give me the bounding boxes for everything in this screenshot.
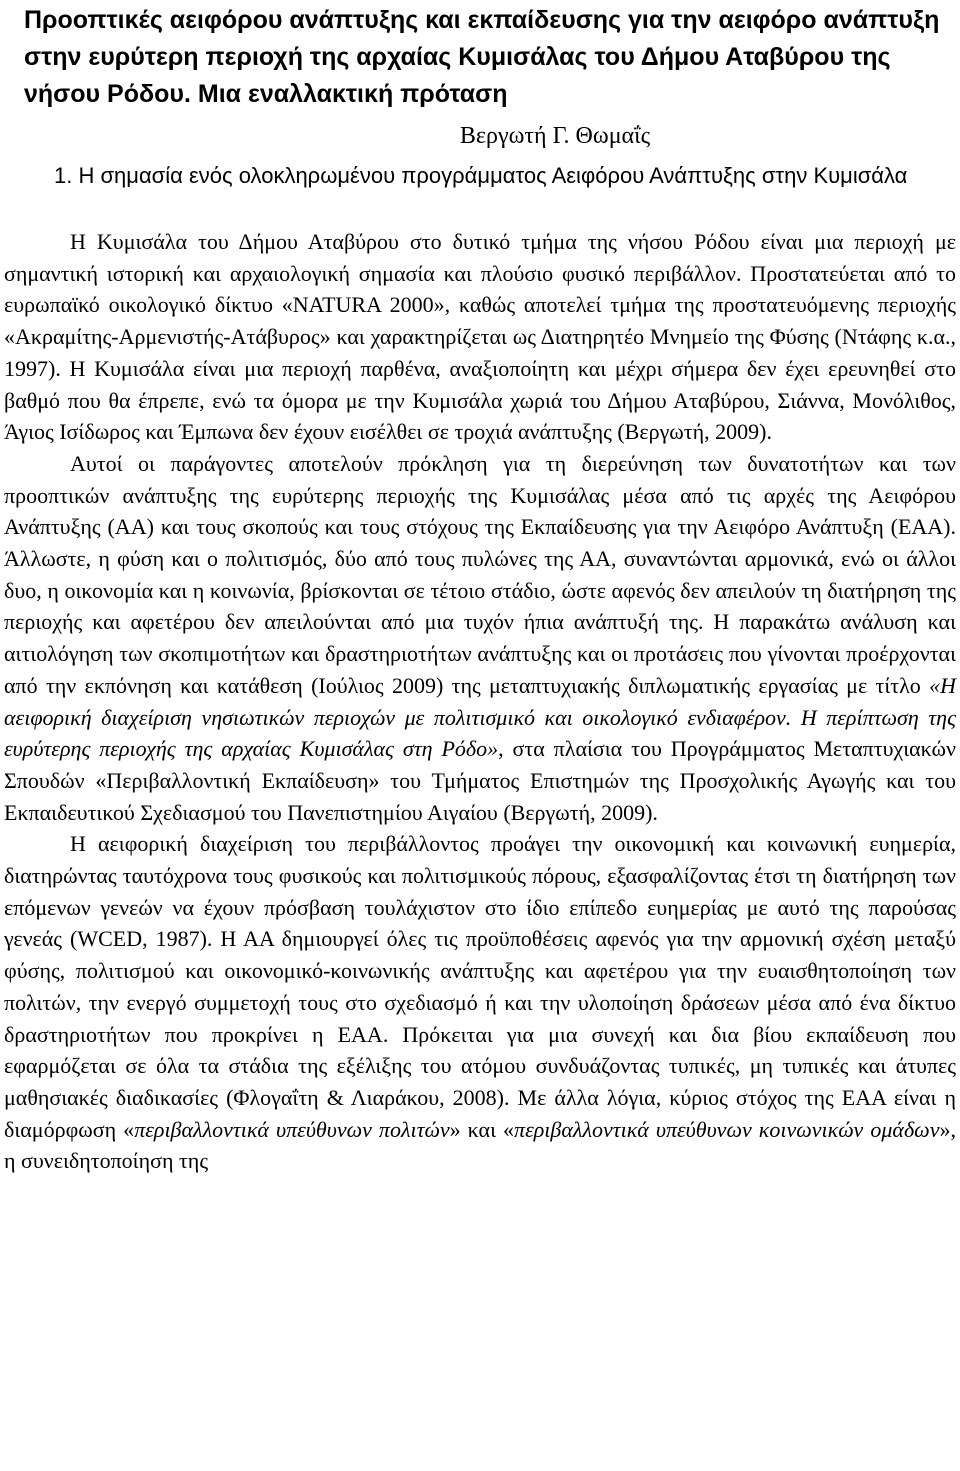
paragraph-3 bbox=[4, 828, 956, 1177]
italic-phrase-2: περιβαλλοντικά υπεύθυνων κοινωνικών ομάδων bbox=[514, 1116, 940, 1142]
paragraph-2-text-end: , στα πλαίσια του Προγράμματος Μεταπτυχιακών Σπουδών «Περιβαλλοντική Εκπαίδευση» του Τμήματος Επιστημών της Προσχολικής Αγωγής και του Εκπαιδευτικού Σχεδιασμού του Πανεπιστημίου Αιγαίου (Βεργωτή, 2009). bbox=[4, 736, 956, 825]
section-heading: 1. Η σημασία ενός ολοκληρωμένου προγράμματος Αειφόρου Ανάπτυξης στην Κυμισάλα bbox=[54, 163, 908, 188]
paragraph-2 bbox=[4, 448, 956, 828]
paragraph-2-text-start: Αυτοί οι παράγοντες αποτελούν πρόκληση για τη διερεύνηση των δυνατοτήτων και των προοπτικών ανάπτυξης της ευρύτερης περιοχής της Κυμισάλας μέσα από τις αρχές της Αειφόρου Ανάπτυξης (ΑΑ) και τους σκοπούς και τους στόχους της Εκπαίδευσης για την Αειφόρο Ανάπτυξη (ΕΑΑ). Άλλωστε, η φύση και ο πολιτισμός, δύο από τους πυλώνες της ΑΑ, συναντώνται αρμονικά, ενώ οι άλλοι δυο, η οικονομία και η κοινωνία, βρίσκονται σε τέτοιο στάδιο, ώστε αφενός δεν απειλούν τη διατήρηση της περιοχής και αφετέρου δεν απειλούνται από μια τυχόν ήπια ανάπτυξή της. Η παρακάτω ανάλυση και αιτιολόγηση των σκοπιμοτήτων και δραστηριοτήτων ανάπτυξης και οι προτάσεις που γίνονται προέρχονται από την εκπόνηση και κατάθεση (Ιούλιος 2009) της μεταπτυχιακής διπλωματικής εργασίας με τίτλο bbox=[4, 450, 956, 698]
author-name: Βεργωτή Γ. Θωμαΐς bbox=[459, 123, 651, 149]
paragraph-3-text-middle: » και « bbox=[449, 1116, 515, 1142]
thesis-title-italic: «Η αειφορική διαχείριση νησιωτικών περιοχών με πολιτισμικό και οικολογικό ενδιαφέρον. Η περίπτωση της ευρύτερης περιοχής της αρχαίας Κυμισάλας στη Ρόδο» bbox=[4, 672, 956, 762]
page-content bbox=[4, 0, 956, 1177]
paper-title: Προοπτικές αειφόρου ανάπτυξης και εκπαίδευσης για την αειφόρο ανάπτυξη στην ευρύτερη περιοχή της αρχαίας Κυμισάλας του Δήμου Αταβύρου της νήσου Ρόδου. Μια εναλλακτική πρόταση bbox=[24, 6, 940, 108]
paragraph-1: Η Κυμισάλα του Δήμου Αταβύρου στο δυτικό τμήμα της νήσου Ρόδου είναι μια περιοχή με σημαντική ιστορική και αρχαιολογική σημασία και πλούσιο φυσικό περιβάλλον. Προστατεύεται από το ευρωπαϊκό οικολογικό δίκτυο «NATURA 2000», καθώς αποτελεί τμήμα της προστατευόμενης περιοχής «Ακραμίτης-Αρμενιστής-Ατάβυρος» και χαρακτηρίζεται ως Διατηρητέο Μνημείο της Φύσης (Ντάφης κ.α., 1997). Η Κυμισάλα είναι μια περιοχή παρθένα, αναξιοποίητη και μέχρι σήμερα δεν έχει ερευνηθεί στο βαθμό που θα έπρεπε, ενώ τα όμορα με την Κυμισάλα χωριά του Δήμου Αταβύρου, Σιάννα, Μονόλιθος, Άγιος Ισίδωρος και Έμπωνα δεν έχουν εισέλθει σε τροχιά ανάπτυξης (Βεργωτή, 2009). bbox=[4, 229, 956, 445]
paragraph-3-text-start: Η αειφορική διαχείριση του περιβάλλοντος προάγει την οικονομική και κοινωνική ευημερία, διατηρώντας ταυτόχρονα τους φυσικούς και πολιτισμικούς πόρους, εξασφαλίζοντας έτσι τη διατήρηση των επόμενων γενεών να έχουν πρόσβαση τουλάχιστον στο ίδιο επίπεδο ευημερίας με αυτό της παρούσας γενεάς (WCED, 1987). Η ΑΑ δημιουργεί όλες τις προϋποθέσεις αφενός για την αρμονική σχέση μεταξύ φύσης, πολιτισμού και οικονομικό-κοινωνικής ανάπτυξης και αφετέρου για την ευαισθητοποίηση των πολιτών, την ενεργό συμμετοχή τους στο σχεδιασμό ή και την υλοποίηση δράσεων μέσα από ένα δίκτυο δραστηριοτήτων που προκρίνει η ΕΑΑ. Πρόκειται για μια συνεχή και δια βίου εκπαίδευση που εφαρμόζεται σε όλα τα στάδια της εξέλιξης του ατόμου συνδυάζοντας τυπικές, μη τυπικές και άτυπες μαθησιακές διαδικασίες (Φλογαΐτη & Λιαράκου, 2008). Με άλλα λόγια, κύριος στόχος της ΕΑΑ είναι η διαμόρφωση « bbox=[4, 831, 956, 1142]
italic-phrase-1: περιβαλλοντικά υπεύθυνων πολιτών bbox=[134, 1116, 450, 1142]
paragraph-3-text-end: », η συνειδητοποίηση της bbox=[4, 1116, 956, 1174]
